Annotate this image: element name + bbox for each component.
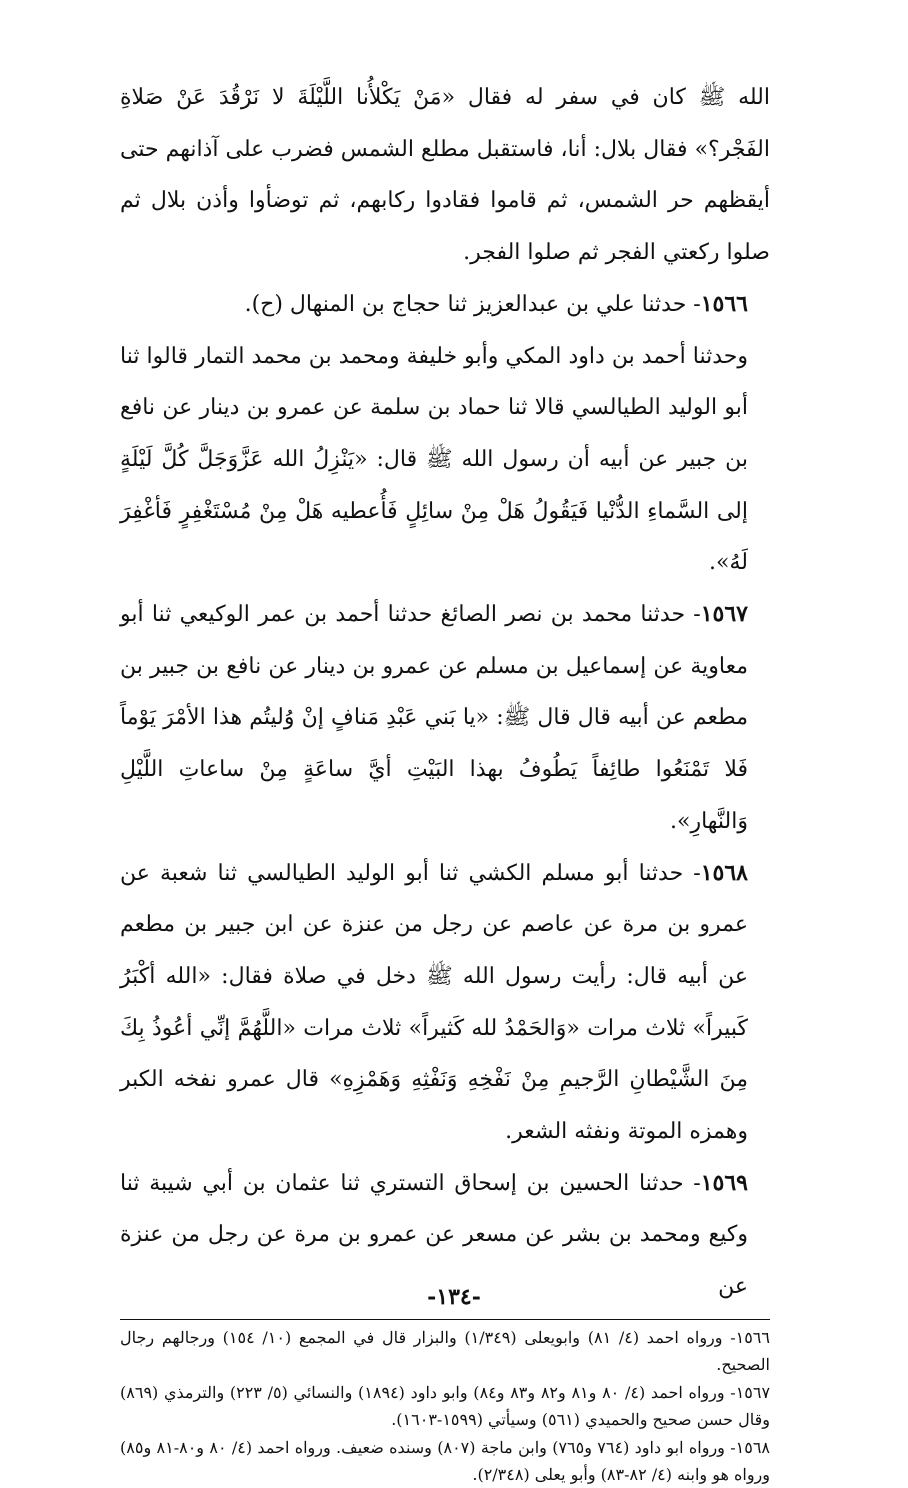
hadith-number: ١٥٦٦ — [701, 291, 748, 317]
hadith-text: - حدثنا محمد بن نصر الصائغ حدثنا أحمد بن عمر الوكيعي ثنا أبو معاوية عن إسماعيل بن مسلم عن عمرو بن دينار عن نافع بن جبير بن مطعم عن أبيه قال قال ﷺ: «يا بَني عَبْدِ مَنافٍ إنْ وُليتُم هذا الأمْرَ يَوْماً فَلا تَمْنَعُوا طائِفاً يَطُوفُ بهذا البَيْتِ أيَّ ساعَةٍ مِنْ ساعاتِ اللَّيْلِ وَالنَّهارِ». — [120, 602, 748, 834]
hadith-text: - حدثنا علي بن عبدالعزيز ثنا حجاج بن المنهال (ح). — [245, 292, 701, 317]
hadith-number: ١٥٦٩ — [701, 1170, 748, 1196]
footnote: ١٥٦٨- ورواه ابو داود (٧٦٤ و٧٦٥) وابن ماجة (٨٠٧) وسنده ضعيف. ورواه احمد (٤/ ٨٠ و٨٠-٨١ و٨٥) ورواه هو وابنه (٤/ ٨٢-٨٣) وأبو يعلى (٢/٣٤٨). — [120, 1434, 770, 1488]
hadith-paragraph — [120, 331, 770, 590]
hadith-text: وحدثنا أحمد بن داود المكي وأبو خليفة ومحمد بن محمد التمار قالوا ثنا أبو الوليد الطيالسي قالا ثنا حماد بن سلمة عن عمرو بن دينار عن نافع بن جبير عن أبيه أن رسول الله ﷺ قال: «يَنْزِلُ الله عَزَّوَجَلَّ كُلَّ لَيْلَةٍ إلى السَّماءِ الدُّنْيا فَيَقُولُ هَلْ مِنْ سائِلٍ فَأُعطيه هَلْ مِنْ مُسْتَغْفِرٍ فَأغْفِرَ لَهُ». — [120, 344, 748, 576]
hadith-text: الله ﷺ كان في سفر له فقال «مَنْ يَكْلأُنا اللَّيْلَةَ لا نَرْقُدَ عَنْ صَلاةِ الفَجْر؟» فقال بلال: أنا، فاستقبل مطلع الشمس فضرب على آذانهم حتى أيقظهم حر الشمس، ثم قاموا فقادوا ركابهم، ثم توضأوا وأذن بلال ثم صلوا ركعتي الفجر ثم صلوا الفجر. — [120, 85, 770, 265]
hadith-number: ١٥٦٧ — [701, 601, 748, 627]
main-text — [120, 72, 770, 1313]
footnotes — [120, 1324, 770, 1488]
hadith-text: - حدثنا الحسين بن إسحاق التستري ثنا عثمان بن أبي شيبة ثنا وكيع ومحمد بن بشر عن مسعر عن عمرو بن مرة عن رجل من عنزة عن — [120, 1171, 748, 1299]
hadith-number: ١٥٦٨ — [701, 860, 748, 886]
hadith-text: - حدثنا أبو مسلم الكشي ثنا أبو الوليد الطيالسي ثنا شعبة عن عمرو بن مرة عن عاصم عن رجل من عنزة عن ابن جبير بن مطعم عن أبيه قال: رأيت رسول الله ﷺ دخل في صلاة فقال: «الله أكْبَرُ كَبيراً» ثلاث مرات «وَالحَمْدُ لله كَثيراً» ثلاث مرات «اللَّهُمَّ إنِّي أعُوذُ بِكَ مِنَ الشَّيْطانِ الرَّجيمِ مِنْ نَفْخِهِ وَنَفْثِهِ وَهَمْزِهِ» قال عمرو نفخه الكبر وهمزه الموتة ونفثه الشعر. — [120, 861, 748, 1145]
hadith-paragraph — [120, 72, 770, 279]
hadith-paragraph — [120, 848, 770, 1158]
hadith-paragraph — [120, 589, 770, 848]
page-number: -١٣٤- — [0, 1284, 908, 1310]
footnote: ١٥٦٦- ورواه احمد (٤/ ٨١) وابويعلى (١/٣٤٩) والبزار قال في المجمع (١٠/ ١٥٤) ورجالهم رجال الصحيح. — [120, 1324, 770, 1379]
hadith-paragraph — [120, 279, 770, 331]
footnote-divider — [120, 1319, 770, 1320]
footnote: ١٥٦٧- ورواه احمد (٤/ ٨٠ و٨١ و٨٢ و٨٣ و٨٤) وابو داود (١٨٩٤) والنسائي (٥/ ٢٢٣) والترمذي (٨٦٩) وقال حسن صحيح والحميدي (٥٦١) وسيأتي (١٥٩٩-١٦٠٣). — [120, 1379, 770, 1434]
